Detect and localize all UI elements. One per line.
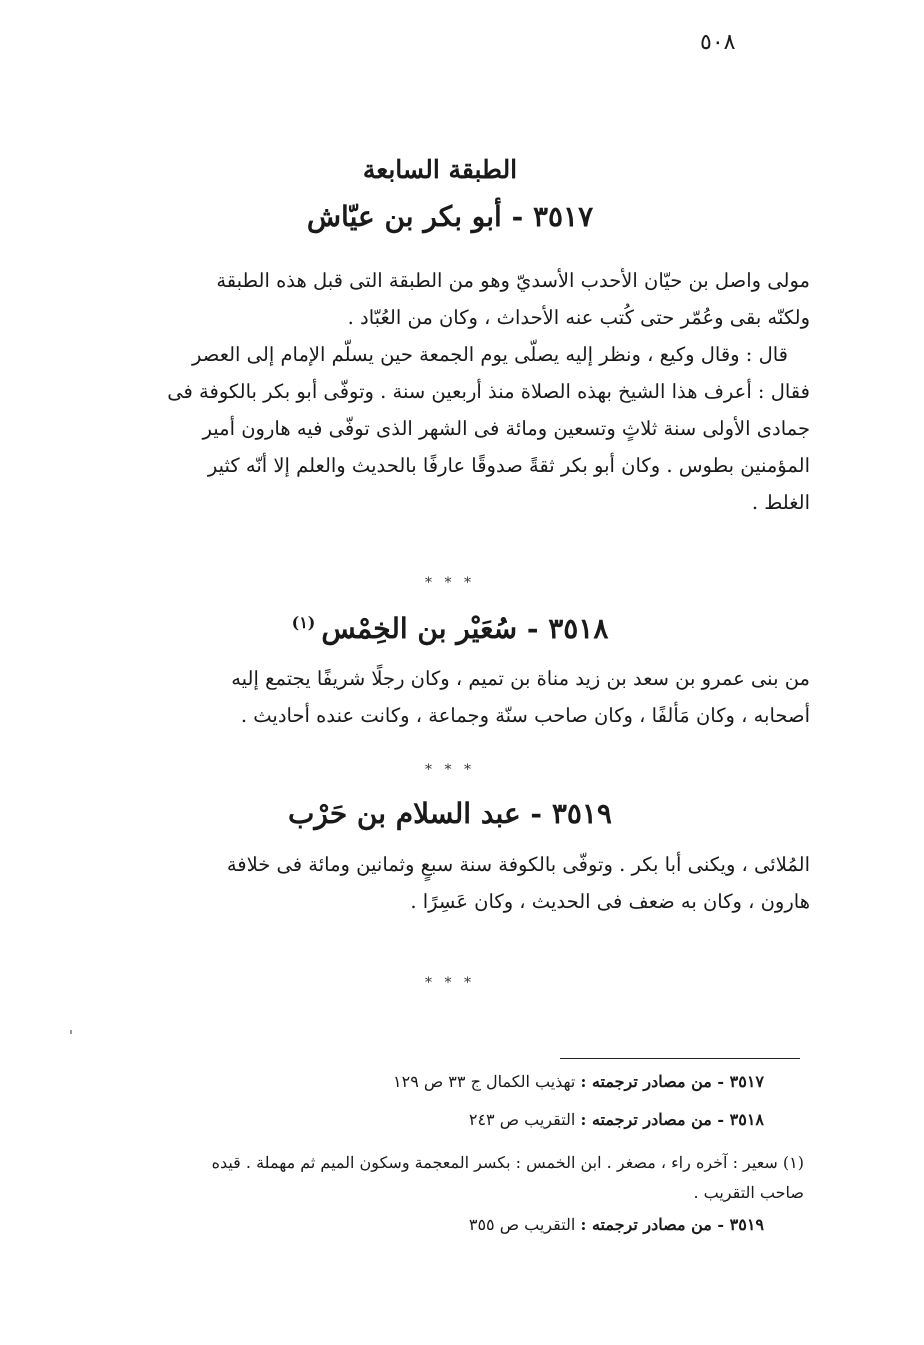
text-line: ولكنّه بقى وعُمّر حتى كُتب عنه الأحداث ، وكان من العُبّاد . xyxy=(347,306,810,329)
footnote-label: ٣٥١٧ - من مصادر ترجمته : xyxy=(580,1072,764,1091)
footnote-rule xyxy=(560,1058,800,1059)
entry-body-3518 xyxy=(95,660,810,734)
separator: * * * xyxy=(425,762,475,778)
entry-body-3517 xyxy=(95,262,810,521)
footnote-3518 xyxy=(469,1110,764,1129)
separator: * * * xyxy=(425,975,475,991)
footnote-note-line: صاحب التقريب . xyxy=(693,1183,804,1202)
footnote-note-line: (١) سعير : آخره راء ، مصغر . ابن الخمس : بكسر المعجمة وسكون الميم ثم مهملة . قيده xyxy=(211,1153,804,1172)
entry-heading-3518 xyxy=(0,612,900,645)
page-number: ٥٠٨ xyxy=(700,30,736,55)
entry-heading-3517: ٣٥١٧ - أبو بكر بن عيّاش xyxy=(306,200,594,233)
footnote-3517 xyxy=(393,1072,764,1091)
text-line: من بنى عمرو بن سعد بن زيد مناة بن تميم ، وكان رجلًا شريفًا يجتمع إليه xyxy=(231,667,810,690)
separator: * * * xyxy=(425,575,475,591)
footnote-text: التقريب ص ٢٤٣ xyxy=(468,1110,576,1129)
text-line: جمادى الأولى سنة ثلاثٍ وتسعين ومائة فى الشهر الذى توفّى فيه هارون أمير xyxy=(202,417,810,440)
text-line: المُلائى ، ويكنى أبا بكر . وتوفّى بالكوفة سنة سبعٍ وثمانين ومائة فى خلافة xyxy=(226,853,810,876)
margin-mark xyxy=(70,1030,72,1034)
entry-heading-text: ٣٥١٨ - سُعَيْر بن الخِمْس xyxy=(321,612,609,645)
text-line: مولى واصل بن حيّان الأحدب الأسديّ وهو من الطبقة التى قبل هذه الطبقة xyxy=(216,269,810,292)
footnote-text: التقريب ص ٣٥٥ xyxy=(468,1215,576,1234)
text-line: قال : وقال وكيع ، ونظر إليه يصلّى يوم الجمعة حين يسلّم الإمام إلى العصر xyxy=(192,343,788,366)
footnote-label: ٣٥١٨ - من مصادر ترجمته : xyxy=(580,1110,764,1129)
text-line: المؤمنين بطوس . وكان أبو بكر ثقةً صدوقًا عارفًا بالحديث والعلم إلا أنّه كثير xyxy=(207,454,810,477)
entry-heading-3519: ٣٥١٩ - عبد السلام بن حَرْب xyxy=(288,797,612,830)
text-line: الغلط . xyxy=(751,491,810,514)
footnote-note-1 xyxy=(114,1148,804,1208)
text-line: أصحابه ، وكان مَألفًا ، وكان صاحب سنّة وجماعة ، وكانت عنده أحاديث . xyxy=(240,704,810,727)
footnote-ref: (١) xyxy=(291,612,316,632)
footnote-3519 xyxy=(469,1215,764,1234)
text-line: هارون ، وكان به ضعف فى الحديث ، وكان عَسِرًا . xyxy=(410,890,810,913)
footnote-text: تهذيب الكمال ج ٣٣ ص ١٢٩ xyxy=(393,1072,576,1091)
footnote-label: ٣٥١٩ - من مصادر ترجمته : xyxy=(580,1215,764,1234)
section-title: الطبقة السابعة xyxy=(362,155,518,184)
text-line: فقال : أعرف هذا الشيخ بهذه الصلاة منذ أربعين سنة . وتوفّى أبو بكر بالكوفة فى xyxy=(167,380,810,403)
entry-body-3519 xyxy=(95,846,810,920)
